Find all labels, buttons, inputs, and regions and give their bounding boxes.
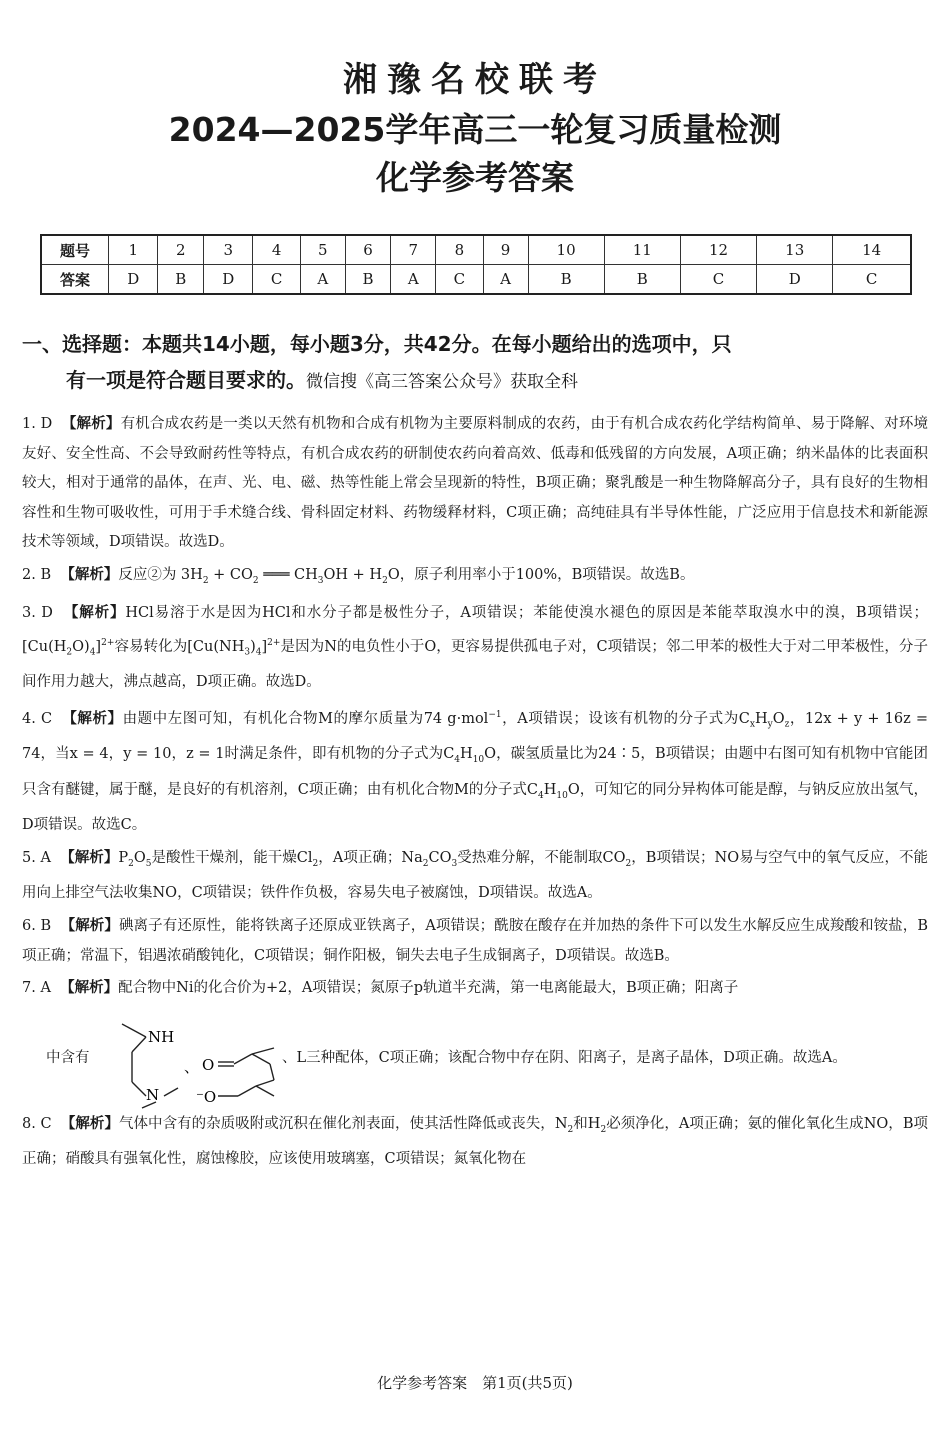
item-text: ，12x + y + 16z = 74，当x = 4，y = 10，z = 1时满足条件，即有机物的分子式为C — [22, 710, 929, 763]
question-number: 2 — [158, 235, 204, 265]
ligand-structures-line — [22, 1004, 928, 1110]
exam-org-title: 湘豫名校联考 — [343, 60, 607, 100]
exam-title: 2024—2025学年高三一轮复习质量检测 — [168, 110, 782, 149]
n-label: N — [146, 1085, 160, 1104]
nh-label: NH — [148, 1027, 175, 1046]
analysis-tag: 【解析】 — [60, 849, 119, 866]
subscript: 4 — [454, 755, 461, 766]
subscript: 10 — [472, 755, 485, 766]
superscript: 2+ — [267, 638, 281, 649]
item-head: 2. B — [22, 566, 52, 583]
question-number-row — [41, 235, 911, 265]
question-number: 1 — [109, 235, 158, 265]
answer-row — [41, 265, 911, 295]
document-header — [0, 58, 950, 202]
answer-cell: B — [604, 265, 680, 295]
subscript: 2 — [202, 575, 209, 586]
section-title: 一、选择题：本题共14小题，每小题3分，共42分。在每小题给出的选项中，只 — [22, 332, 732, 356]
explanations — [22, 410, 928, 1178]
item-text: H — [460, 746, 473, 763]
subscript: 2 — [600, 1124, 607, 1135]
explanation-1 — [22, 410, 928, 558]
answer-cell: B — [345, 265, 391, 295]
answer-cell: A — [483, 265, 528, 295]
item-text: OH + H — [323, 566, 383, 583]
item-text: 容易转化为[Cu(NH — [114, 638, 245, 655]
row-label-answer: 答案 — [41, 265, 109, 295]
item-text: 配合物中Ni的化合价为+2，A项错误；氮原子p轨道半充满，第一电离能最大，B项正确；阳离子 — [118, 980, 739, 997]
answer-table — [40, 234, 912, 295]
item-text: 碘离子有还原性，能将铁离子还原成亚铁离子，A项错误；酰胺在酸存在并加热的条件下可以发生水解反应生成羧酸和铵盐，B项正确；常温下，铝遇浓硝酸钝化，C项错误；铜作阳极，铜失去电子生成铜离子，D项错误。故选B。 — [22, 917, 929, 964]
item-text: + CO — [208, 566, 253, 583]
answer-cell: C — [833, 265, 911, 295]
ligand-structure-diagram — [112, 1004, 282, 1110]
answer-cell: C — [680, 265, 756, 295]
item-text: ═══ CH — [258, 566, 318, 583]
item-head: 5. A — [22, 849, 51, 866]
analysis-tag: 【解析】 — [60, 917, 119, 934]
item-text: O，碳氢质量比为24∶5，B项错误；由题中右图可知有机物中官能团只含有醚键，属于醚，是良好的有机溶剂，C项正确；由有机化合物M的分子式C — [22, 746, 929, 798]
row-label-number: 题号 — [41, 235, 109, 265]
analysis-tag: 【解析】 — [62, 710, 123, 727]
analysis-tag: 【解析】 — [63, 605, 126, 622]
item-text: ] — [261, 638, 268, 655]
subscript: 2 — [422, 858, 429, 869]
subscript: 2 — [567, 1124, 574, 1135]
ligand-separator: 、 — [184, 1057, 200, 1076]
item-text: ] — [95, 638, 102, 655]
item-text: ，B项错误；NO易与空气中的氧气反应，不能用向上排空气法收集NO，C项错误；铁件作负极，容易失电子被腐蚀，D项错误。故选A。 — [22, 849, 929, 902]
item-head: 8. C — [22, 1115, 52, 1132]
promo-note: 微信搜《高三答案公众号》获取全科 — [306, 372, 578, 392]
item-text: H — [754, 710, 768, 727]
question-number: 13 — [757, 235, 833, 265]
item-text: O，原子利用率小于100%，B项错误。故选B。 — [387, 566, 695, 583]
superscript: 2+ — [101, 638, 115, 649]
item-text: 反应②为 3H — [118, 566, 203, 583]
question-number: 11 — [604, 235, 680, 265]
question-number: 8 — [436, 235, 483, 265]
item-text: HCl易溶于水是因为HCl和水分子都是极性分子，A项错误；苯能使溴水褪色的原因是苯能萃取溴水中的溴，B项错误；[Cu(H — [22, 605, 928, 655]
analysis-tag: 【解析】 — [61, 416, 121, 432]
item-text: 必须净化，A项正确；氨的催化氧化生成NO，B项正确；硝酸具有强氧化性，腐蚀橡胶，应该使用玻璃塞，C项错误；氮氧化物在 — [22, 1115, 929, 1168]
explanation-5 — [22, 844, 928, 909]
question-number: 6 — [345, 235, 391, 265]
item-text: ) — [250, 638, 256, 655]
item-head: 1. D — [22, 416, 53, 432]
section-heading — [22, 326, 932, 400]
subscript: 2 — [625, 858, 632, 869]
page-footer: 化学参考答案 第1页(共5页) — [377, 1374, 573, 1392]
question-number: 12 — [680, 235, 756, 265]
question-number: 5 — [300, 235, 345, 265]
question-number: 4 — [253, 235, 300, 265]
subscript: y — [767, 719, 773, 730]
explanation-8 — [22, 1110, 928, 1175]
item-text: ，A项正确；Na — [318, 849, 423, 866]
subscript: 2 — [128, 858, 134, 869]
item-head: 3. D — [22, 605, 53, 622]
item-text: 是因为N的电负性小于O，更容易提供孤电子对，C项错误；邻二甲苯的极性大于对二甲苯极性，分子间作用力越大，沸点越高，D项正确。故选D。 — [22, 638, 928, 691]
item-text: 气体中含有的杂质吸附或沉积在催化剂表面，使其活性降低或丧失，N — [118, 1115, 568, 1132]
item-text: O — [133, 849, 146, 866]
answer-cell: D — [109, 265, 158, 295]
subscript: 4 — [255, 647, 262, 658]
question-number: 3 — [204, 235, 253, 265]
answer-cell: C — [436, 265, 483, 295]
question-number: 10 — [528, 235, 604, 265]
item-text: O) — [72, 638, 90, 655]
superscript: −1 — [488, 709, 502, 720]
subscript: 5 — [145, 858, 152, 869]
subscript: 4 — [537, 790, 544, 801]
item-text: 有机合成农药是一类以天然有机物和合成有机物为主要原料制成的农药，由于有机合成农药化学结构简单、易于降解、对环境友好、安全性高、不会导致耐药性等特点，有机合成农药的研制使农药向着高效、低毒和低残留的方向发展，A项正确；纳米晶体的比表面积较大，相对于通常的晶体，在声、光、电、磁、热等性能上常会呈现新的特性，B项正确；聚乳酸是一种生物降解高分子，具有良好的生物相容性和生物可吸收性，可用于手术缝合线、骨科固定材料、药物缓释材料，C项正确；高纯硅具有半导体性能，广泛应用于信息技术和新能源技术等领域，D项错误。故选D。 — [22, 416, 929, 551]
answer-cell: B — [528, 265, 604, 295]
item-text: O — [772, 710, 785, 727]
answer-cell: D — [757, 265, 833, 295]
explanation-2 — [22, 561, 928, 596]
o-minus-label: ⁻O — [196, 1087, 217, 1106]
analysis-tag: 【解析】 — [60, 1115, 119, 1132]
subscript: 3 — [451, 858, 458, 869]
ligand-text-rest: 、L三种配体，C项正确；该配合物中存在阴、阳离子，是离子晶体，D项正确。故选A。 — [282, 1049, 847, 1066]
item-head: 4. C — [22, 710, 53, 727]
explanation-4 — [22, 701, 928, 841]
item-text: P — [118, 849, 129, 866]
explanation-7 — [22, 974, 928, 1004]
item-text: ，A项错误；设该有机物的分子式为C — [501, 710, 750, 727]
item-text: O，可知它的同分异构体可能是醇，与钠反应放出氢气，D项错误。故选C。 — [22, 781, 928, 834]
document-title: 化学参考答案 — [376, 158, 574, 197]
answer-cell: D — [204, 265, 253, 295]
answer-cell: A — [391, 265, 436, 295]
question-number: 9 — [483, 235, 528, 265]
answer-cell: C — [253, 265, 300, 295]
explanation-3 — [22, 599, 928, 698]
section-title-line2 — [22, 362, 932, 400]
analysis-tag: 【解析】 — [60, 566, 119, 583]
explanation-6 — [22, 912, 928, 971]
subscript: 3 — [244, 647, 251, 658]
item-head: 7. A — [22, 980, 51, 997]
subscript: 2 — [312, 858, 319, 869]
item-text: H — [543, 781, 557, 798]
ligand-prefix: 中含有 — [46, 1049, 90, 1066]
subscript: 3 — [317, 575, 324, 586]
answer-cell: B — [158, 265, 204, 295]
question-number: 7 — [391, 235, 436, 265]
answer-cell: A — [300, 265, 345, 295]
item-text: 和H — [573, 1115, 601, 1132]
question-number: 14 — [833, 235, 911, 265]
subscript: 10 — [556, 790, 568, 801]
subscript: 2 — [382, 575, 388, 586]
item-text: CO — [428, 849, 452, 866]
analysis-tag: 【解析】 — [60, 980, 119, 997]
subscript: x — [749, 719, 755, 730]
item-text: 是酸性干燥剂，能干燥Cl — [151, 849, 313, 866]
acac-ligand-bonds — [218, 1048, 274, 1096]
item-head: 6. B — [22, 917, 52, 934]
subscript: 2 — [66, 647, 73, 658]
subscript: 4 — [89, 647, 96, 658]
subscript: z — [784, 719, 790, 730]
item-text: 受热难分解，不能制取CO — [457, 849, 626, 866]
item-text: 由题中左图可知，有机化合物M的摩尔质量为74 g·mol — [122, 710, 489, 727]
subscript: 2 — [252, 575, 259, 586]
o-label: O — [202, 1055, 215, 1074]
section-title-cont: 有一项是符合题目要求的。 — [66, 368, 306, 392]
